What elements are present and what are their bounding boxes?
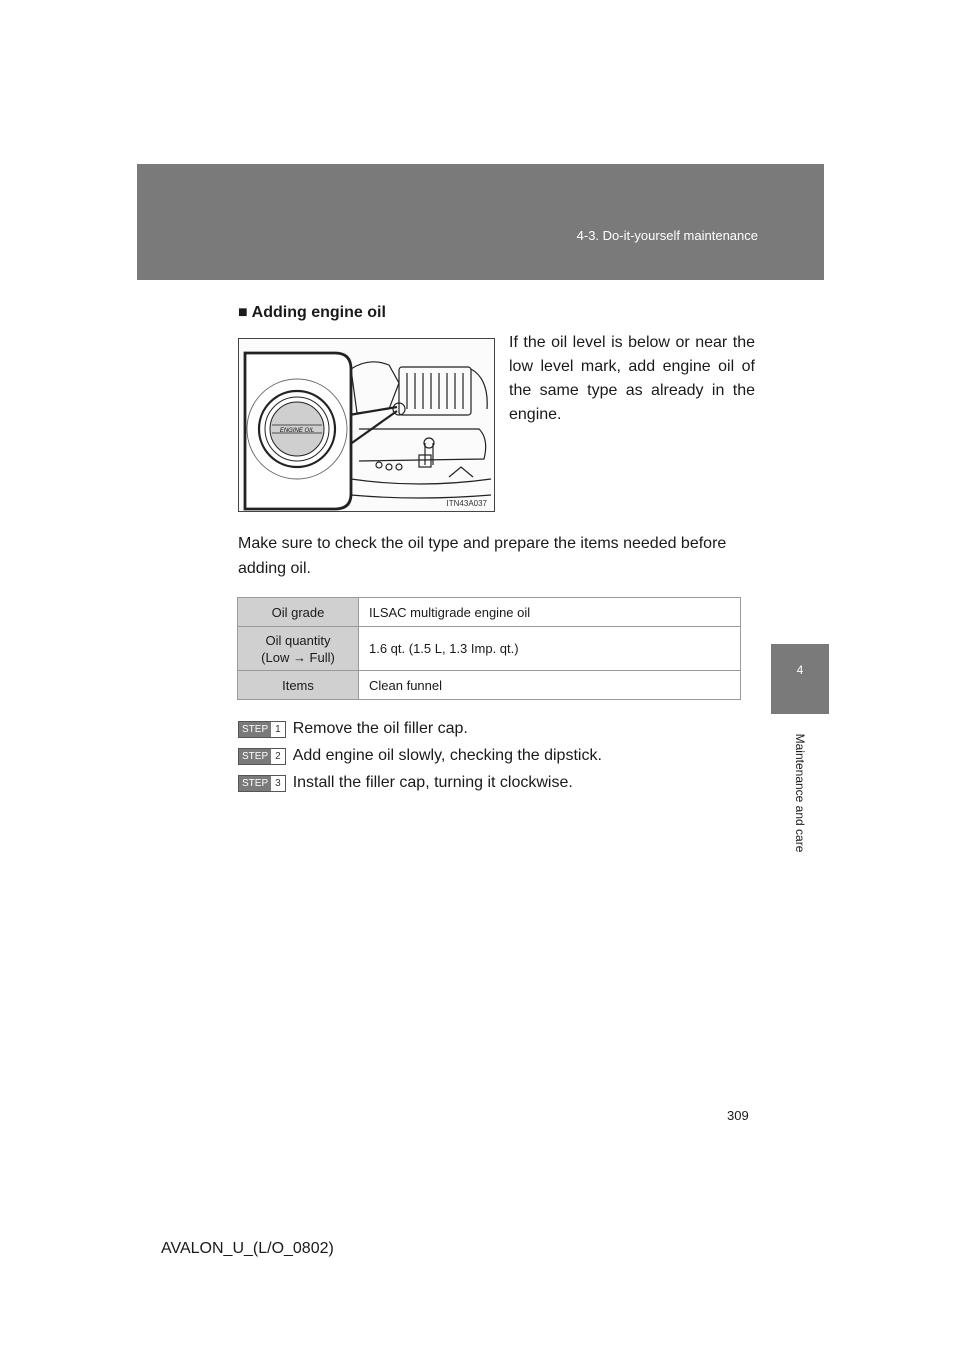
step-text: Add engine oil slowly, checking the dipstick. (292, 747, 602, 764)
chapter-tab (771, 644, 829, 714)
step-item (238, 743, 602, 769)
step-badge-number: 2 (271, 749, 285, 764)
section-heading (238, 304, 386, 322)
step-badge (238, 775, 286, 792)
engine-oil-cap-figure (238, 338, 495, 512)
engine-bay-illustration (239, 339, 494, 511)
row-label: Oil quantity (265, 632, 331, 648)
step-text: Remove the oil filler cap. (292, 720, 468, 737)
heading-bullet: ■ (238, 304, 248, 321)
body-paragraph: Make sure to check the oil type and prepare the items needed before adding oil. (238, 535, 727, 577)
step-badge (238, 721, 286, 738)
header-section-title: 4-3. Do-it-yourself maintenance (576, 228, 758, 243)
chapter-label: Maintenance and care (793, 733, 807, 853)
figure-code: ITN43A037 (446, 499, 487, 508)
table-value-cell: 1.6 qt. (1.5 L, 1.3 Imp. qt.) (359, 627, 741, 671)
step-badge-label: STEP (239, 776, 271, 791)
step-badge-label: STEP (239, 722, 271, 737)
table-label-cell (238, 627, 359, 671)
cap-label-text: ENGINE OIL (279, 428, 315, 434)
header-band (137, 164, 824, 280)
step-list (238, 716, 602, 797)
footer-code: AVALON_U_(L/O_0802) (161, 1240, 334, 1257)
oil-spec-table (237, 597, 741, 700)
row-label: Oil grade (271, 604, 325, 620)
chapter-label-wrap (789, 722, 811, 872)
page-number: 309 (727, 1108, 749, 1123)
table-row (238, 627, 741, 671)
table-row (238, 598, 741, 627)
table-label-cell (238, 598, 359, 627)
step-item (238, 716, 602, 742)
step-badge (238, 748, 286, 765)
step-badge-number: 3 (271, 776, 285, 791)
section-title: Adding engine oil (251, 304, 386, 321)
table-value-cell: Clean funnel (359, 671, 741, 700)
step-item (238, 770, 602, 796)
table-value-cell: ILSAC multigrade engine oil (359, 598, 741, 627)
step-text: Install the filler cap, turning it clockwise. (292, 774, 573, 791)
intro-paragraph: If the oil level is below or near the low level mark, add engine oil of the same type as already in the engine. (509, 334, 755, 423)
row-label: Items (282, 677, 314, 693)
step-badge-label: STEP (239, 749, 271, 764)
row-label-sub: (Low → Full) (261, 649, 335, 665)
step-badge-number: 1 (271, 722, 285, 737)
table-label-cell (238, 671, 359, 700)
chapter-number: 4 (796, 663, 804, 677)
table-row (238, 671, 741, 700)
